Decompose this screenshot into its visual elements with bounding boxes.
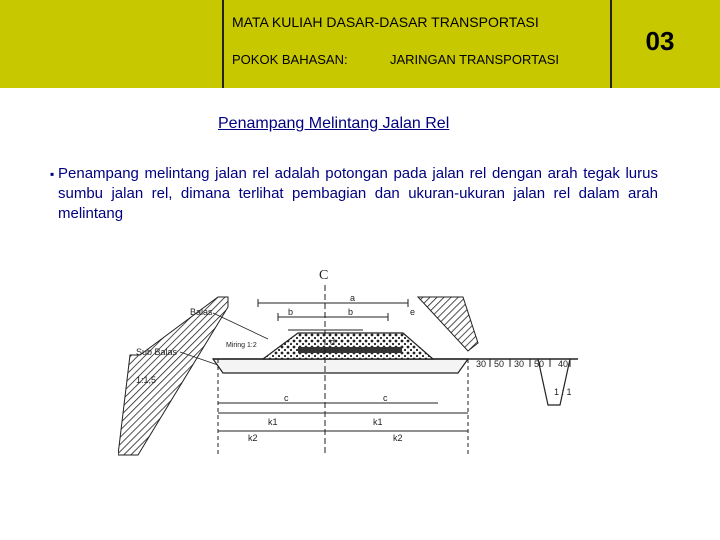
section-body [50,164,658,224]
topic-value: JARINGAN TRANSPORTASI [390,52,560,67]
section-text: Penampang melintang jalan rel adalah potongan pada jalan rel dengan arah tegak lurus sumbu jalan rel, dimana terlihat pembagian dan ukuran-ukuran jalan rel dalam arah melintang [58,165,658,222]
ballast-trapezoid [263,333,433,359]
dim-50-second: 50 [534,359,545,369]
dim-40: 40 [558,359,569,369]
dim-d-label: d [330,337,336,347]
embankment-right-slope [418,297,478,351]
label-sub-balas: Sub Balas [136,347,178,357]
label-balas: Balas [190,307,213,317]
dim-30-first: 30 [476,359,487,369]
label-slope-right: 1 : 1 [554,387,572,397]
dim-c-label-left: c [284,393,289,403]
header-divider-left [222,0,224,88]
section-heading: Penampang Melintang Jalan Rel [218,115,450,132]
dim-k1-label-right: k1 [373,417,383,427]
dim-k2-label-left: k2 [248,433,258,443]
rail-cross-section-diagram [118,255,588,505]
sub-ballast-layer [213,359,468,373]
square-bullet-icon: ▪ [50,167,55,181]
label-slope-left: 1:1,5 [136,375,157,385]
dim-b-label-left: b [288,307,294,317]
centerline-label: C [319,268,329,283]
topic-label: POKOK BAHASAN: [232,52,348,67]
embankment-left-slope [118,297,228,455]
slide-number: 03 [645,26,675,56]
dim-k1-label-left: k1 [268,417,278,427]
dim-c-label-right: c [383,393,388,403]
header-bar [0,0,720,88]
dim-e-label: e [410,307,416,317]
dim-30-second: 30 [514,359,525,369]
label-slope-balas: Miring 1:2 [226,342,257,349]
dim-k2-label-right: k2 [393,433,403,443]
course-title: MATA KULIAH DASAR-DASAR TRANSPORTASI [232,14,539,30]
sleeper [298,347,402,353]
dim-b-label-right: b [348,307,354,317]
dim-a-label: a [350,293,356,303]
dim-50-first: 50 [494,359,505,369]
